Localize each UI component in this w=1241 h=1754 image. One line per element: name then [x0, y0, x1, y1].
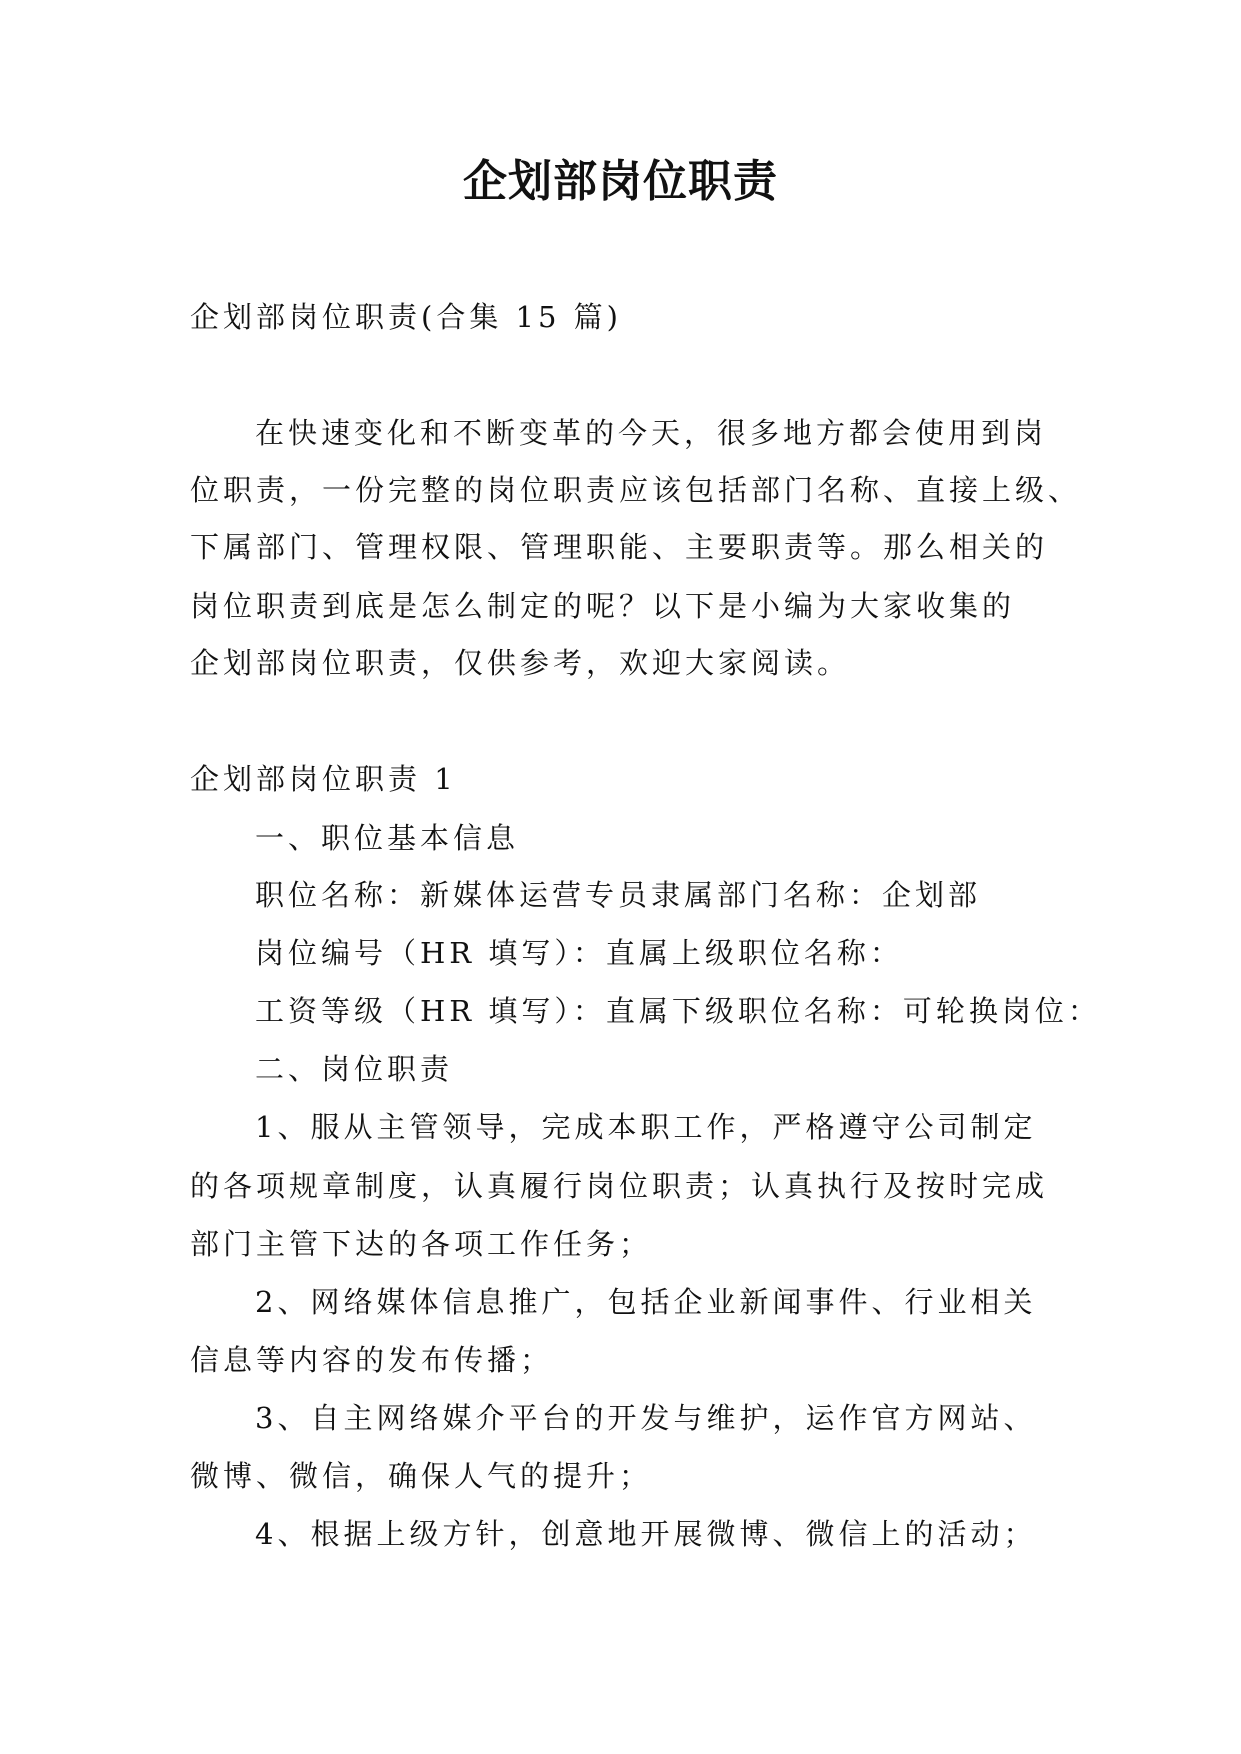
body-line: 1、服从主管领导，完成本职工作，严格遵守公司制定: [255, 1110, 1037, 1144]
intro-line: 下属部门、管理权限、管理职能、主要职责等。那么相关的: [190, 530, 1049, 564]
document-subtitle: 企划部岗位职责(合集 15 篇): [190, 300, 622, 334]
intro-line: 企划部岗位职责，仅供参考，欢迎大家阅读。: [190, 646, 851, 680]
body-line: 一、职位基本信息: [255, 821, 520, 855]
body-line: 工资等级（HR 填写）：直属下级职位名称：可轮换岗位：: [255, 994, 1101, 1028]
body-line: 信息等内容的发布传播；: [190, 1343, 554, 1377]
body-line: 3、自主网络媒介平台的开发与维护，运作官方网站、: [255, 1401, 1037, 1435]
intro-line: 位职责，一份完整的岗位职责应该包括部门名称、直接上级、: [190, 473, 1082, 507]
section-heading: 企划部岗位职责 1: [190, 762, 457, 796]
body-line: 4、根据上级方针，创意地开展微博、微信上的活动；: [255, 1517, 1037, 1551]
body-line: 微博、微信，确保人气的提升；: [190, 1459, 653, 1493]
intro-line: 岗位职责到底是怎么制定的呢？以下是小编为大家收集的: [190, 589, 1016, 623]
body-line: 2、网络媒体信息推广，包括企业新闻事件、行业相关: [255, 1285, 1037, 1319]
body-line: 部门主管下达的各项工作任务；: [190, 1227, 653, 1261]
body-line: 职位名称：新媒体运营专员隶属部门名称：企划部: [255, 878, 982, 912]
body-line: 二、岗位职责: [255, 1052, 454, 1086]
body-line: 的各项规章制度，认真履行岗位职责；认真执行及按时完成: [190, 1169, 1049, 1203]
document-title: 企划部岗位职责: [463, 156, 778, 207]
intro-line: 在快速变化和不断变革的今天，很多地方都会使用到岗: [255, 416, 1048, 450]
body-line: 岗位编号（HR 填写）：直属上级职位名称：: [255, 936, 903, 970]
